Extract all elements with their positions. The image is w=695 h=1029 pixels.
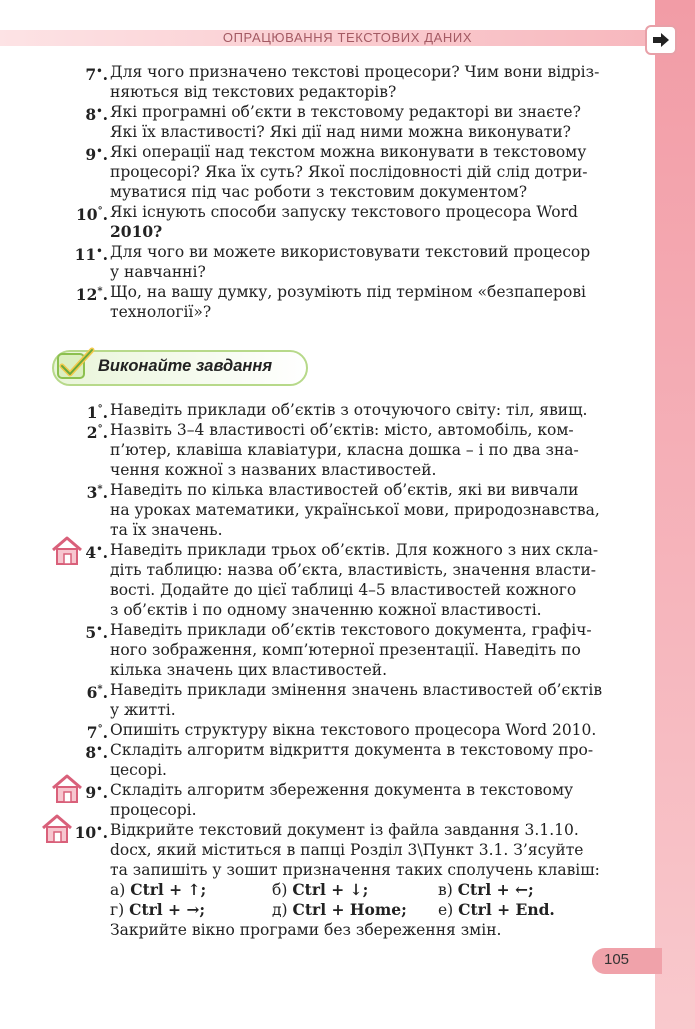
shortcut-item: б) Ctrl + ↓; (272, 880, 369, 899)
shortcut-item: д) Ctrl + Home; (272, 900, 407, 919)
shortcut-item: г) Ctrl + →; (110, 900, 206, 919)
tasks-header-label: Виконайте завдання (98, 357, 273, 375)
shortcut-item: е) Ctrl + End. (438, 900, 555, 919)
shortcut-item: в) Ctrl + ←; (438, 880, 534, 899)
closing-instruction: Закрийте вікно програми без збереження змін. (110, 921, 502, 939)
page-edge-strip (655, 0, 695, 1029)
shortcut-item: а) Ctrl + ↑; (110, 880, 207, 899)
page-number: 105 (604, 951, 630, 968)
arrow-right-icon[interactable] (645, 25, 677, 55)
section-title: ОПРАЦЮВАННЯ ТЕКСТОВИХ ДАНИХ (222, 30, 473, 45)
question-number: 7•. (85, 65, 108, 85)
checkmark-icon (56, 346, 96, 382)
